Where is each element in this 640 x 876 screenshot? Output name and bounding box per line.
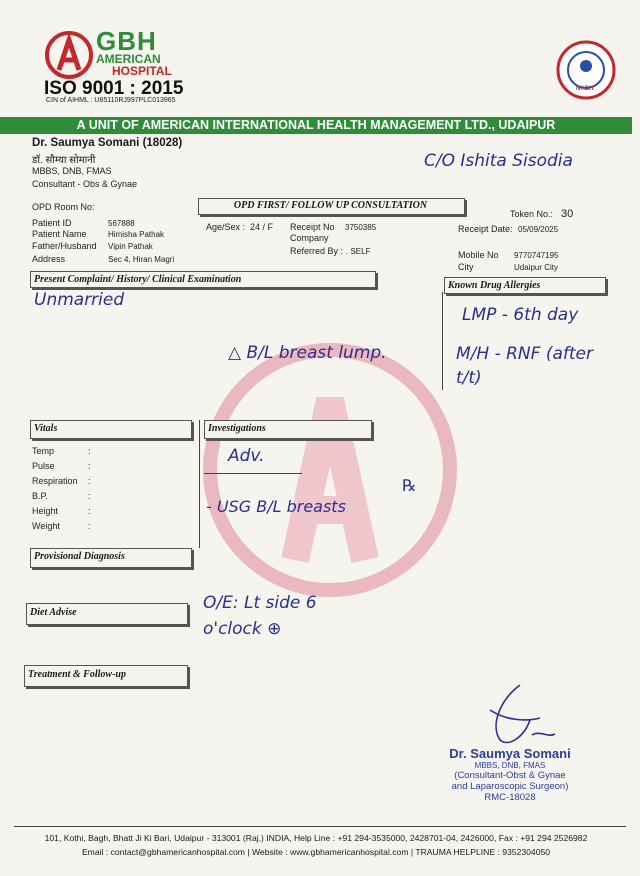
allergy-divider: [442, 292, 443, 390]
doctor-name-hindi: डॉ. सौम्या सोमानी: [32, 155, 96, 166]
vital-weight: Weight :: [32, 521, 91, 531]
complaint-unmarried: Unmarried: [34, 290, 125, 310]
nabh-label: NABH: [576, 86, 594, 92]
vital-pulse: Pulse :: [32, 461, 91, 471]
footer-rule: [14, 826, 626, 827]
receipt-date: 05/09/2025: [518, 225, 559, 234]
patient-id: 567888: [108, 219, 135, 228]
city-value: Udaipur City: [514, 263, 559, 272]
treatment-title: Treatment & Follow-up: [28, 669, 126, 680]
vital-respiration: Respiration :: [32, 476, 91, 486]
investigation-usg: - USG B/L breasts: [206, 497, 346, 516]
vital-bp: B.P. :: [32, 491, 91, 501]
receipt-date-label: Receipt Date:: [458, 224, 513, 234]
allergy-lmp: LMP - 6th day: [462, 305, 579, 325]
vitals-list: [32, 446, 91, 536]
doctor-role: Consultant - Obs & Gynae: [32, 179, 138, 189]
address-label: Address: [32, 254, 66, 264]
allergies-title: Known Drug Allergies: [448, 280, 541, 291]
stamp-name: Dr. Saumya Somani: [449, 746, 571, 761]
complaint-title: Present Complaint/ History/ Clinical Examination: [34, 274, 242, 285]
referred-label: Referred By :: [290, 246, 344, 256]
token-label: Token No.:: [510, 209, 554, 219]
oe-findings: O/E: Lt side 6 o'clock ⊕: [203, 593, 317, 639]
age-sex-value: 24 / F: [250, 222, 274, 232]
stamp: [430, 746, 590, 803]
patient-id-label: Patient ID: [32, 218, 72, 228]
opd-room-label: OPD Room No:: [32, 202, 95, 212]
father-name: Vipin Pathak: [108, 242, 153, 251]
cin-label: CIN of AIHML : U85110RJ997PLC013965: [46, 97, 176, 104]
investigations-divider: [199, 420, 200, 548]
logo-american: AMERICAN: [96, 52, 161, 66]
doctor-signature: [470, 680, 560, 750]
complaint-lump: △ B/L breast lump.: [228, 343, 387, 363]
vitals-title: Vitals: [34, 423, 58, 434]
adv-underline: [204, 473, 302, 474]
company-label: Company: [290, 233, 329, 243]
doctor-name: Dr. Saumya Somani (18028): [32, 137, 183, 149]
doctor-degrees: MBBS, DNB, FMAS: [32, 166, 112, 176]
rx-symbol: ℞: [402, 476, 417, 495]
banner-text: A UNIT OF AMERICAN INTERNATIONAL HEALTH MANAGEMENT LTD., UDAIPUR: [76, 118, 556, 132]
receipt-no: 3750385: [345, 223, 377, 232]
city-label: City: [458, 262, 474, 272]
mobile-label: Mobile No: [458, 250, 499, 260]
form-title: OPD FIRST/ FOLLOW UP CONSULTATION: [233, 200, 428, 211]
hospital-logo: [44, 30, 94, 80]
patient-name: Himisha Pathak: [108, 230, 165, 239]
investigations-title: Investigations: [208, 423, 266, 434]
investigation-adv: Adv.: [228, 446, 265, 466]
footer-contact: Email : contact@gbhamericanhospital.com | Website : www.gbhamericanhospital.com | TRAUMA HELPLINE : 9352304050: [81, 847, 551, 857]
vital-height: Height :: [32, 506, 91, 516]
logo-gbh: GBH: [96, 26, 157, 56]
stamp-degrees: MBBS, DNB, FMAS: [474, 761, 546, 770]
patient-name-label: Patient Name: [32, 229, 87, 239]
watermark-logo: [200, 330, 460, 630]
stamp-role: (Consultant-Obst & Gynae: [454, 770, 566, 781]
address-value: Sec 4, Hiran Magri: [108, 255, 175, 264]
mobile-value: 9770747195: [514, 251, 559, 260]
footer-address: 101, Kothi, Bagh, Bhatt Ji Ki Bari, Udaipur - 313001 (Raj.) INDIA, Help Line : +91 294-3535000, 2428701-04, 2426000, Fax : +91 294 2526982: [44, 833, 588, 843]
diet-title: Diet Advise: [30, 607, 77, 618]
vital-temp: Temp :: [32, 446, 91, 456]
iso-label: ISO 9001 : 2015: [44, 78, 184, 99]
logo-a-icon: [44, 30, 94, 80]
logo-hospital: HOSPITAL: [112, 64, 172, 78]
father-label: Father/Husband: [32, 241, 97, 251]
care-of-handwritten: C/O Ishita Sisodia: [424, 151, 573, 171]
stamp-rmc: RMC-18028: [484, 792, 536, 803]
receipt-no-label: Receipt No: [290, 222, 335, 232]
allergy-mh: M/H - RNF (after t/t): [456, 344, 593, 388]
provisional-title: Provisional Diagnosis: [34, 551, 125, 562]
stamp-role2: and Laparoscopic Surgeon): [451, 781, 569, 792]
referred-value: . SELF: [346, 247, 371, 256]
token-value: 30: [561, 208, 574, 220]
age-sex-label: Age/Sex :: [206, 222, 246, 232]
